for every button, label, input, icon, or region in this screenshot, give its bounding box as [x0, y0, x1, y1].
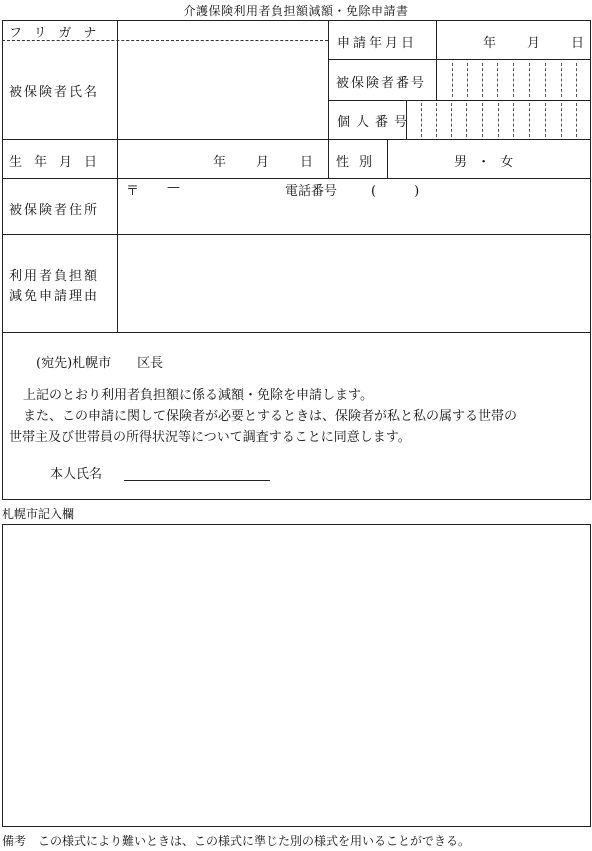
birth-date-day: 日 — [300, 155, 314, 170]
personal-number-field[interactable] — [407, 101, 589, 138]
application-date-year: 年 — [483, 36, 497, 51]
personal-number-label: 個人番号 — [337, 115, 414, 130]
office-use-box — [2, 524, 591, 827]
reason-label-line2: 減免申請理由 — [9, 289, 100, 304]
sex-label: 性別 — [336, 155, 383, 170]
signature-label: 本人氏名 — [50, 467, 103, 482]
postal-dash: — — [167, 180, 180, 195]
address-label: 被保険者住所 — [9, 203, 100, 218]
furigana-label: フリガナ — [9, 26, 109, 41]
office-use-label: 札幌市記入欄 — [2, 507, 75, 521]
phone-label: 電話番号 — [285, 184, 338, 199]
phone-paren: ( ) — [371, 184, 424, 199]
addressee-text: (宛先)札幌市 区長 — [36, 356, 164, 371]
statement-line-1: 上記のとおり利用者負担額に係る減額・免除を申請します。 — [23, 388, 373, 403]
form-title: 介護保険利用者負担額減額・免除申請書 — [183, 4, 409, 18]
insured-number-label: 被保険者番号 — [336, 76, 427, 91]
reason-field[interactable] — [118, 235, 589, 331]
postal-mark: 〒 — [126, 184, 140, 199]
application-date-label: 申請年月日 — [337, 36, 418, 51]
reason-label-line1: 利用者負担額 — [9, 269, 100, 284]
remarks-text: 備考 この様式により難いときは、この様式に準じた別の様式を用いることができる。 — [2, 834, 471, 848]
sex-option[interactable]: 男 ・ 女 — [454, 155, 517, 170]
application-date-month: 月 — [527, 36, 541, 51]
statement-line-2: また、この申請に関して保険者が必要とするときは、保険者が私と私の属する世帯の — [23, 409, 518, 424]
insured-number-field[interactable] — [437, 60, 589, 99]
signature-line[interactable] — [124, 480, 270, 481]
insured-name-field[interactable] — [118, 41, 327, 138]
statement-line-3: 世帯主及び世帯員の所得状況等について調査することに同意します。 — [9, 430, 411, 445]
application-date-field[interactable] — [437, 21, 589, 58]
address-field[interactable] — [118, 179, 589, 233]
birth-date-label: 生年月日 — [9, 155, 110, 170]
insured-name-label: 被保険者氏名 — [9, 85, 100, 100]
birth-date-month: 月 — [256, 155, 270, 170]
birth-date-year: 年 — [213, 155, 227, 170]
application-date-day: 日 — [571, 36, 585, 51]
